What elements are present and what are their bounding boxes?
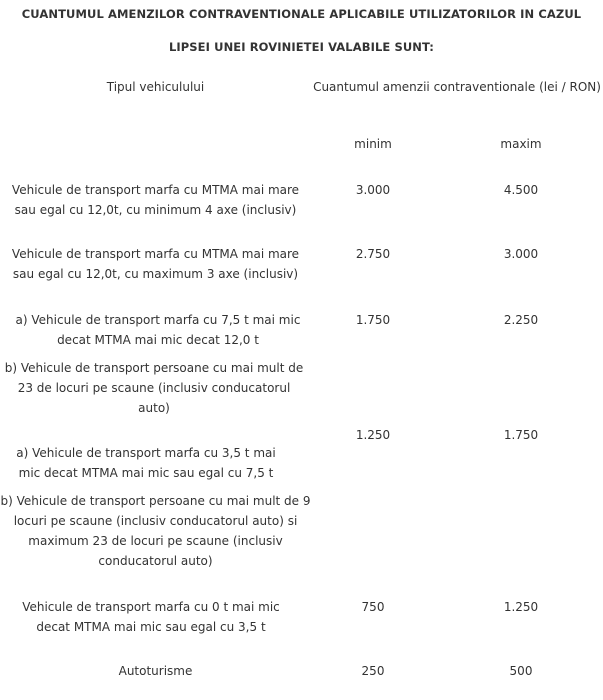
table-row-vehicle-type: Autoturisme	[118, 664, 193, 678]
table-row-max-fine: 2.250	[503, 313, 539, 327]
column-header-min: minim	[354, 137, 392, 151]
table-row-max-fine: 1.750	[503, 428, 539, 442]
page-title-line-2: LIPSEI UNEI ROVINIETEI VALABILE SUNT:	[168, 40, 435, 54]
table-row-vehicle-type: Vehicule de transport marfa cu 0 t mai mic decat MTMA mai mic sau egal cu 3,5 t	[22, 600, 280, 634]
table-row-min-fine: 3.000	[355, 183, 391, 197]
table-row-min-fine: 2.750	[355, 247, 391, 261]
table-row-vehicle-type-a: a) Vehicule de transport marfa cu 3,5 t mai mic decat MTMA mai mic sau egal cu 7,5 t	[16, 446, 276, 480]
column-header-max: maxim	[500, 137, 542, 151]
table-row-max-fine: 4.500	[503, 183, 539, 197]
table-row-max-fine: 1.250	[503, 600, 539, 614]
table-row-vehicle-type: Vehicule de transport marfa cu MTMA mai mare sau egal cu 12,0t, cu minimum 4 axe (inclusiv)	[11, 183, 300, 217]
table-row-min-fine: 750	[361, 600, 385, 614]
page-title-line-1: CUANTUMUL AMENZILOR CONTRAVENTIONALE APLICABILE UTILIZATORILOR IN CAZUL	[21, 7, 582, 21]
table-row-min-fine: 250	[361, 664, 385, 678]
table-row-vehicle-type-b: b) Vehicule de transport persoane cu mai mult de 9 locuri pe scaune (inclusiv conducatorul auto) si maximum 23 de locuri pe scaune (inclusiv conducatorul auto)	[0, 494, 311, 568]
column-header-fine-amount: Cuantumul amenzii contraventionale (lei / RON)	[313, 80, 601, 94]
table-row-min-fine: 1.750	[355, 313, 391, 327]
table-row-max-fine: 3.000	[503, 247, 539, 261]
column-header-vehicle-type: Tipul vehiculului	[106, 80, 205, 94]
table-row-vehicle-type-b: b) Vehicule de transport persoane cu mai mult de 23 de locuri pe scaune (inclusiv conducatorul auto)	[4, 361, 304, 415]
table-row-max-fine: 500	[509, 664, 533, 678]
table-row-min-fine: 1.250	[355, 428, 391, 442]
table-row-vehicle-type-a: a) Vehicule de transport marfa cu 7,5 t mai mic decat MTMA mai mic decat 12,0 t	[15, 313, 301, 347]
table-row-vehicle-type: Vehicule de transport marfa cu MTMA mai mare sau egal cu 12,0t, cu maximum 3 axe (inclusiv)	[11, 247, 300, 281]
